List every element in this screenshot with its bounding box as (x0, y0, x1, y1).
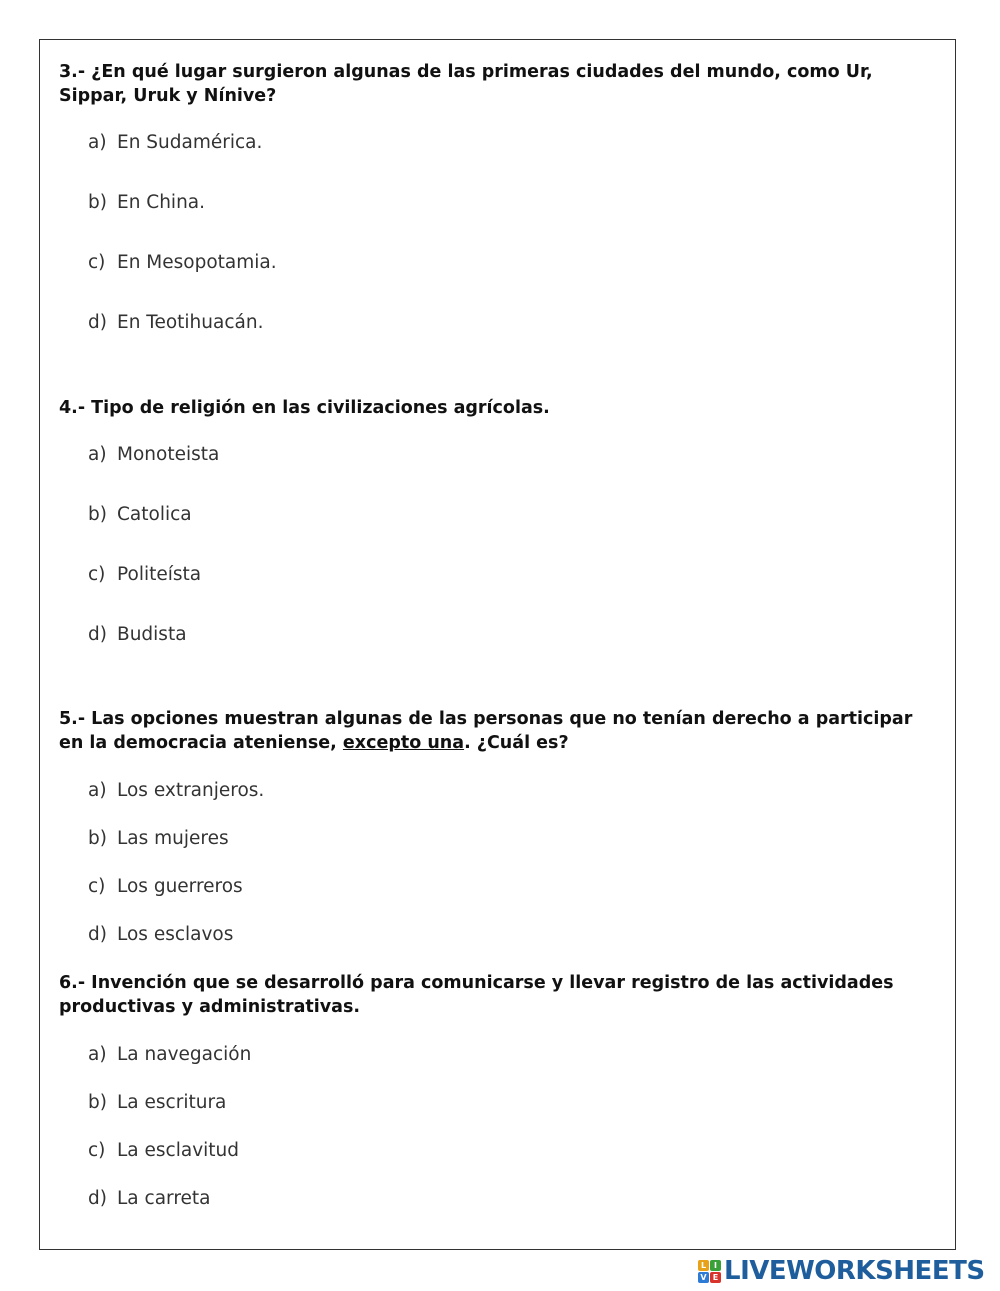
option-letter: a) (88, 1044, 107, 1065)
option-text: La navegación (117, 1044, 252, 1065)
question-5-option-b[interactable] (88, 827, 229, 851)
option-letter: c) (88, 564, 106, 585)
question-5-title-end: . ¿Cuál es? (464, 733, 569, 753)
option-letter: c) (88, 876, 106, 897)
option-letter: a) (88, 780, 107, 801)
question-3-option-b[interactable] (88, 191, 205, 215)
question-3-option-d[interactable] (88, 311, 263, 335)
question-6-option-b[interactable] (88, 1091, 226, 1115)
question-3-title: 3.- ¿En qué lugar surgieron algunas de las primeras ciudades del mundo, como Ur, Sippar, Uruk y Nínive? (59, 62, 873, 106)
question-5-option-c[interactable] (88, 875, 243, 899)
question-6-option-a[interactable] (88, 1043, 251, 1067)
option-text: Los extranjeros. (117, 780, 265, 801)
question-5-title-start: 5.- Las opciones muestran algunas de las personas que no tenían derecho a participar en la democracia ateniense, (59, 709, 913, 753)
question-4-option-b[interactable] (88, 503, 192, 527)
option-text: En Mesopotamia. (117, 252, 277, 273)
logo-block: L (698, 1260, 709, 1271)
option-text: Catolica (117, 504, 192, 525)
option-letter: a) (88, 444, 107, 465)
option-text: La carreta (117, 1188, 211, 1209)
option-text: En Sudamérica. (117, 132, 263, 153)
option-text: En China. (117, 192, 206, 213)
option-text: Los guerreros (117, 876, 243, 897)
option-letter: c) (88, 1140, 106, 1161)
question-5-option-a[interactable] (88, 779, 264, 803)
option-letter: c) (88, 252, 106, 273)
logo-block: E (710, 1272, 721, 1283)
brand-name: LIVEWORKSHEETS (724, 1256, 985, 1286)
option-letter: b) (88, 828, 107, 849)
question-5-option-d[interactable] (88, 923, 233, 947)
option-letter: d) (88, 312, 107, 333)
question-5-title (59, 707, 939, 755)
logo-block: V (698, 1272, 709, 1283)
question-4-option-c[interactable] (88, 563, 201, 587)
option-text: En Teotihuacán. (117, 312, 264, 333)
question-3-option-a[interactable] (88, 131, 262, 155)
option-text: La escritura (117, 1092, 227, 1113)
option-letter: b) (88, 504, 107, 525)
question-3-option-c[interactable] (88, 251, 277, 275)
question-4-title: 4.- Tipo de religión en las civilizaciones agrícolas. (59, 398, 550, 418)
option-letter: b) (88, 1092, 107, 1113)
liveworksheets-logo[interactable] (698, 1256, 985, 1286)
option-letter: d) (88, 924, 107, 945)
option-letter: b) (88, 192, 107, 213)
live-blocks-icon (698, 1260, 721, 1283)
logo-block: I (710, 1260, 721, 1271)
question-5-underlined: excepto una (342, 733, 465, 753)
option-letter: a) (88, 132, 107, 153)
question-6-option-d[interactable] (88, 1187, 211, 1211)
option-text: La esclavitud (117, 1140, 240, 1161)
option-text: Las mujeres (117, 828, 229, 849)
option-text: Budista (117, 624, 187, 645)
question-6-option-c[interactable] (88, 1139, 239, 1163)
option-text: Politeísta (117, 564, 202, 585)
option-letter: d) (88, 624, 107, 645)
option-text: Monoteista (117, 444, 220, 465)
option-text: Los esclavos (117, 924, 234, 945)
question-4-option-d[interactable] (88, 623, 187, 647)
option-letter: d) (88, 1188, 107, 1209)
question-4-option-a[interactable] (88, 443, 219, 467)
question-6-title: 6.- Invención que se desarrolló para comunicarse y llevar registro de las actividades productivas y administrativas. (59, 973, 894, 1017)
